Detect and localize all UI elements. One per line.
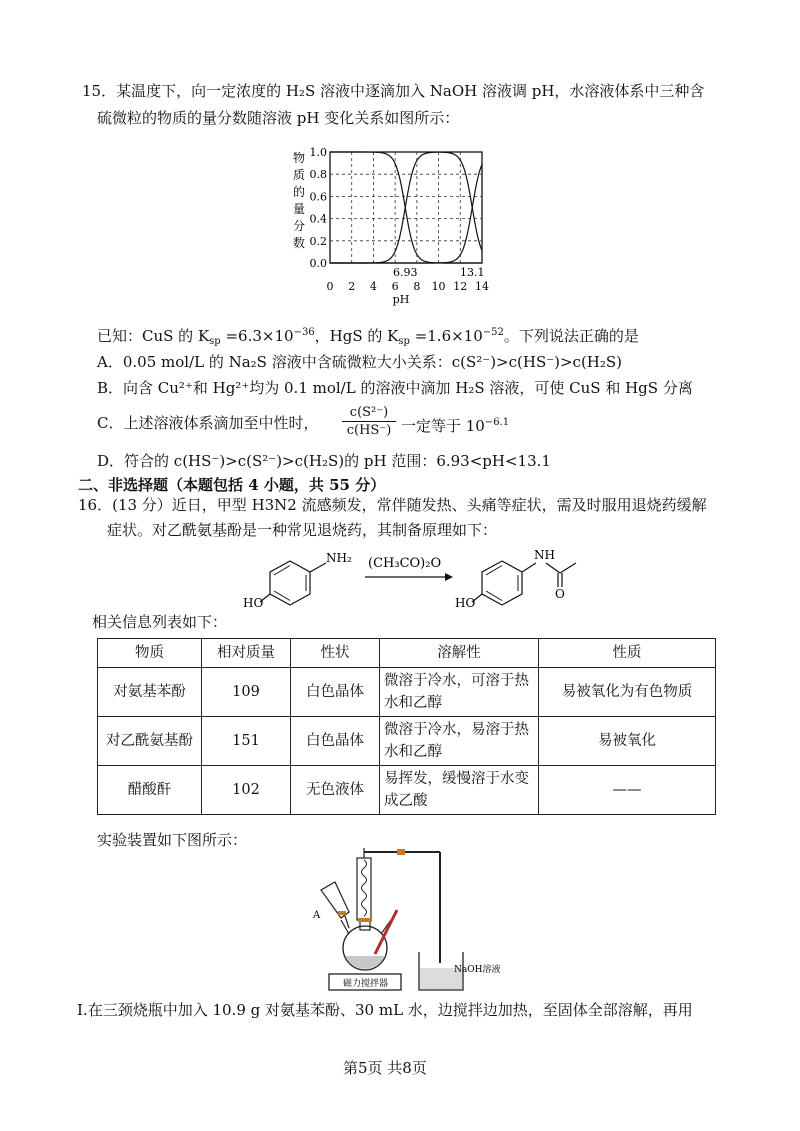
cell-property: 易被氧化为有色物质 [539,668,716,717]
known-suffix: 。下列说法正确的是 [503,327,639,345]
neck-joint-center [358,918,372,922]
cell-solubility: 易挥发，缓慢溶于水变成乙酸 [380,766,539,815]
known-exp2: −52 [482,327,504,338]
chart-x-tick-label: 4 [369,280,377,293]
cell-substance: 对氨基苯酚 [98,668,202,717]
cell-property: —— [539,766,716,815]
chart-x-tick-label: 10 [431,280,446,293]
cell-mass: 151 [202,717,291,766]
chart-annotation-label: 6.93 [392,266,418,279]
funnel-stem [345,916,349,928]
stirrer-label: 磁力搅拌器 [343,979,389,989]
thermometer [375,910,397,954]
chart-y-tick-label: 1.0 [309,146,327,159]
known-mid1: =6.3×10 [220,327,294,345]
known-exp1: −36 [293,327,315,338]
reactant-nh2-bond [310,563,326,572]
chart-y-axis-label-char: 量 [293,202,306,216]
naoh-label: NaOH溶液 [454,965,501,975]
chart-y-tick-label: 0.8 [309,168,327,182]
q16-line2: 症状。对乙酰氨基酚是一种常见退烧药，其制备原理如下： [107,521,498,539]
option-a: A．0.05 mol/L 的 Na₂S 溶液中含硫微粒大小关系：c(S²⁻)>c(HS⁻)>c(H₂S) [97,353,623,371]
chart-y-tick-label: 0.6 [309,190,327,204]
table-row [98,766,716,815]
q15-line1: 15．某温度下，向一定浓度的 H₂S 溶液中逐滴加入 NaOH 溶液调 pH，水溶液体系中三种含 [82,82,705,100]
table-row [98,668,716,717]
product-inner-bond-3 [486,591,502,601]
reactant-inner-bond-1 [274,566,290,576]
option-c-suffix-text: 一定等于 10 [401,417,485,435]
known-ksp-line [97,323,639,352]
known-mid3: =1.6×10 [409,327,483,345]
product-benzene-ring [482,561,522,605]
chart-x-axis-label: pH [392,293,410,306]
step1-text: I.在三颈烧瓶中加入 10.9 g 对氨基苯酚、30 mL 水，边搅拌边加热，至固体全部溶解，再用 [77,1001,693,1019]
known-prefix: 已知：CuS 的 K [97,327,210,345]
option-c-suffix [401,413,509,436]
header-substance: 物质 [98,639,202,668]
option-d: D．符合的 c(HS⁻)>c(S²⁻)>c(H₂S)的 pH 范围：6.93<pH<13.1 [97,452,551,470]
nh-label: NH [534,548,555,562]
header-mass: 相对质量 [202,639,291,668]
reaction-arrowhead [445,573,453,581]
cell-mass: 102 [202,766,291,815]
cell-appearance: 白色晶体 [291,717,380,766]
chart-y-axis-label-char: 物 [293,151,306,165]
flask-liquid [345,956,385,969]
known-mid2: ，HgS 的 K [314,327,399,345]
fraction-numerator: c(S²⁻) [342,404,396,422]
option-b: B．向含 Cu²⁺和 Hg²⁺均为 0.1 mol/L 的溶液中滴加 H₂S 溶液，可使 CuS 和 HgS 分离 [97,379,693,397]
q16-line1: 16．(13 分）近日，甲型 H3N2 流感频发，常伴随发热、头痛等症状，需及时服用退烧药缓解 [78,496,707,514]
table-row [98,717,716,766]
apparatus-intro: 实验装置如下图所示： [97,831,248,849]
chart-x-tick-label: 12 [453,280,468,293]
chart-series-hs [330,152,482,263]
table-intro: 相关信息列表如下： [92,613,228,631]
chart-annotation-label: 13.1 [459,266,485,279]
cell-solubility: 微溶于冷水，可溶于热水和乙醇 [380,668,539,717]
page-footer: 第5页 共8页 [343,1059,427,1077]
ksp-sub-1: sp [209,336,221,347]
methyl-bond [560,563,576,573]
apparatus-figure [305,848,515,993]
funnel-stopcock [338,911,346,915]
cell-property: 易被氧化 [539,717,716,766]
option-c-fraction [342,404,396,439]
info-table [97,638,716,815]
table-header-row [98,639,716,668]
chart-y-tick-label: 0.0 [309,257,327,270]
reaction-scheme [240,545,600,620]
product-inner-bond-1 [486,566,502,576]
ksp-sub-2: sp [398,336,410,347]
fraction-denominator: c(HS⁻) [346,423,392,438]
chart-y-tick-label: 0.4 [309,212,327,226]
nh2-label: NH₂ [326,551,352,565]
chart-y-tick-label: 0.2 [309,234,327,248]
cell-substance: 醋酸酐 [98,766,202,815]
chart-y-axis-label-char: 分 [293,219,306,233]
chart-x-tick-label: 6 [391,280,399,293]
q15-line2: 硫微粒的物质的量分数随溶液 pH 变化关系如图所示： [97,109,460,127]
option-c-prefix: C．上述溶液体系滴加至中性时， [97,414,319,432]
header-property: 性质 [539,639,716,668]
condenser-coil [362,860,367,916]
chart-x-tick-label: 8 [413,280,421,293]
cell-substance: 对乙酰氨基酚 [98,717,202,766]
ho-label-product: HO [455,596,476,610]
product-nh-bond [522,563,536,572]
tube-clamp [397,849,405,855]
reactant-inner-bond-3 [274,591,290,601]
cell-appearance: 白色晶体 [291,668,380,717]
speciation-chart [285,140,495,310]
chart-x-tick-label: 2 [348,280,356,293]
reagent-label: (CH₃CO)₂O [368,556,442,571]
flask-left-neck [341,920,349,934]
section2-heading: 二、非选择题（本题包括 4 小题，共 55 分） [78,476,386,494]
option-c-exponent: −6.1 [484,417,510,428]
cell-appearance: 无色液体 [291,766,380,815]
o-label: O [555,587,565,601]
chart-y-axis-label-char: 数 [293,236,306,250]
chart-x-tick-label: 0 [326,280,334,293]
chart-frame [330,152,482,263]
amide-bond [546,563,560,573]
header-appearance: 性状 [291,639,380,668]
ho-label-reactant: HO [243,596,264,610]
chart-y-axis-label-char: 质 [293,168,306,182]
chart-series-h2s [330,152,482,263]
label-a: A [313,910,321,921]
condenser-jacket [357,858,371,920]
reactant-benzene-ring [270,561,310,605]
chart-y-axis-label-char: 的 [293,185,306,199]
cell-mass: 109 [202,668,291,717]
header-solubility: 溶解性 [380,639,539,668]
chart-x-tick-label: 14 [475,280,489,293]
cell-solubility: 微溶于冷水，易溶于热水和乙醇 [380,717,539,766]
